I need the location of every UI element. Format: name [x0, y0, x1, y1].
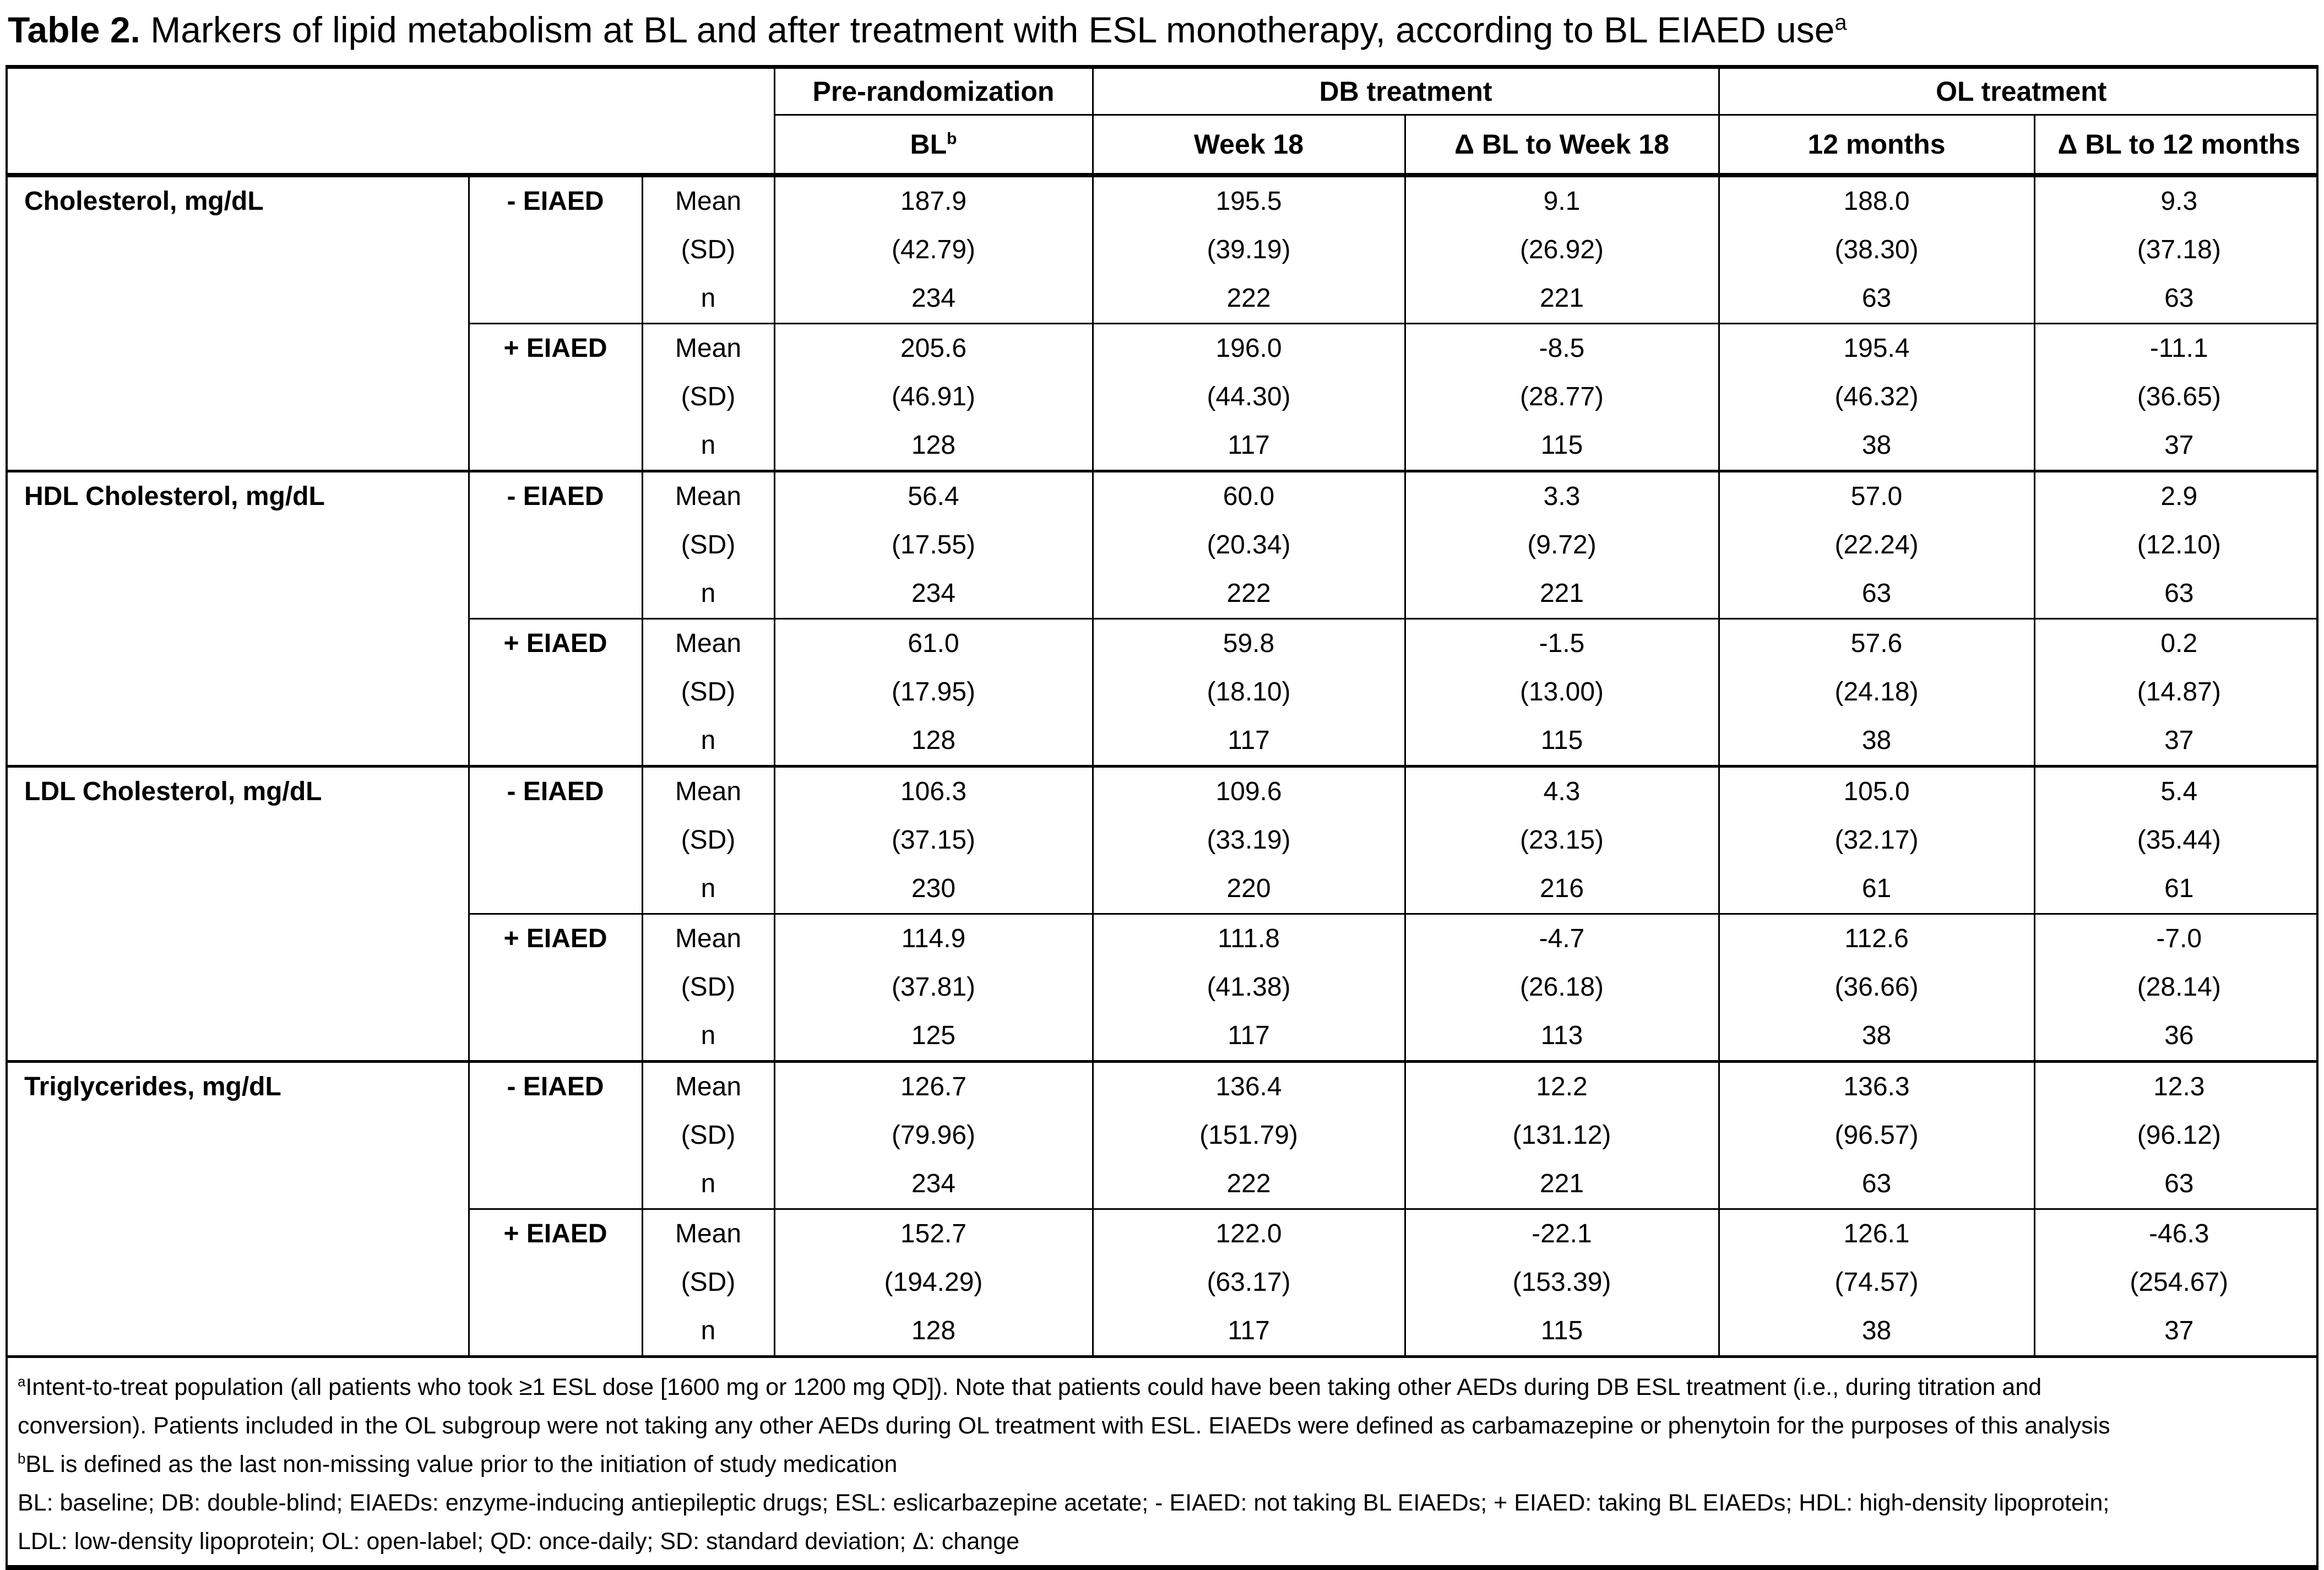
n-value: 117	[1228, 431, 1270, 460]
mean-value: 111.8	[1218, 924, 1280, 953]
stat-labels-cell	[642, 767, 774, 914]
stat-labels-cell	[642, 175, 774, 324]
table-row	[8, 175, 2318, 324]
n-value: 38	[1861, 1021, 1892, 1050]
sd-value: (46.32)	[1834, 382, 1919, 411]
group-label-cell: - EIAED	[469, 471, 642, 619]
value-cell	[1093, 1062, 1405, 1209]
value-cell	[1093, 1209, 1405, 1356]
value-cell	[1719, 1209, 2034, 1356]
stat-n-label: n	[701, 1169, 716, 1198]
title-footnote-marker: a	[1834, 10, 1847, 35]
n-value: 234	[911, 579, 956, 608]
mean-value: 61.0	[908, 629, 959, 658]
sd-value: (131.12)	[1512, 1121, 1611, 1150]
header-12-months: 12 months	[1719, 115, 2034, 176]
value-cell	[1093, 619, 1405, 767]
stat-mean-label: Mean	[675, 187, 742, 216]
mean-value: 114.9	[901, 924, 966, 953]
n-value: 38	[1861, 431, 1892, 460]
n-value: 38	[1861, 1316, 1892, 1345]
stat-labels-cell	[642, 1209, 774, 1356]
stat-n-label: n	[701, 579, 716, 608]
sd-value: (23.15)	[1519, 825, 1604, 855]
value-cell	[2034, 914, 2318, 1062]
n-value: 234	[911, 284, 956, 313]
stat-mean-label: Mean	[675, 629, 742, 658]
sd-value: (20.34)	[1207, 530, 1291, 559]
n-value: 37	[2164, 1316, 2194, 1345]
mean-value: 3.3	[1543, 482, 1581, 511]
n-value: 63	[2164, 579, 2194, 608]
value-cell	[774, 914, 1093, 1062]
value-cell	[774, 619, 1093, 767]
sd-value: (36.66)	[1834, 973, 1919, 1002]
mean-value: 195.5	[1215, 187, 1282, 216]
sd-value: (35.44)	[2137, 825, 2221, 855]
mean-value: 56.4	[908, 482, 959, 511]
value-cell	[1405, 175, 1719, 324]
sd-value: (44.30)	[1207, 382, 1291, 411]
parameter-label: Triglycerides, mg/dL	[8, 1062, 469, 1356]
value-cell	[2034, 619, 2318, 767]
sd-value: (12.10)	[2137, 530, 2221, 559]
mean-value: 5.4	[2160, 777, 2198, 806]
mean-value: -7.0	[2156, 924, 2202, 953]
stat-mean-label: Mean	[675, 334, 742, 363]
parameter-label: LDL Cholesterol, mg/dL	[8, 767, 469, 1062]
stat-sd-label: (SD)	[681, 382, 736, 411]
value-cell	[2034, 175, 2318, 324]
sd-value: (14.87)	[2137, 677, 2221, 707]
sd-value: (41.38)	[1207, 973, 1291, 1002]
sd-value: (153.39)	[1512, 1268, 1611, 1297]
mean-value: 187.9	[900, 187, 967, 216]
sd-value: (28.77)	[1519, 382, 1604, 411]
header-corner-cell	[8, 69, 774, 175]
value-cell	[774, 175, 1093, 324]
value-cell	[1719, 767, 2034, 914]
n-value: 38	[1861, 726, 1892, 755]
n-value: 234	[911, 1169, 956, 1198]
value-cell	[774, 324, 1093, 471]
stat-n-label: n	[701, 874, 716, 903]
sd-value: (13.00)	[1519, 677, 1604, 707]
n-value: 222	[1226, 284, 1271, 313]
value-cell	[1719, 1062, 2034, 1209]
mean-value: 106.3	[900, 777, 967, 806]
header-delta-bl-12-months: Δ BL to 12 months	[2034, 115, 2318, 176]
group-label-cell: - EIAED	[469, 1062, 642, 1209]
mean-value: 57.0	[1850, 482, 1903, 511]
header-bl: $BL^b$	[774, 115, 1093, 176]
table-number: Table 2.	[8, 9, 140, 50]
group-label-cell: + EIAED	[469, 1209, 642, 1356]
sd-value: (28.14)	[2137, 973, 2221, 1002]
group-label-cell: - EIAED	[469, 767, 642, 914]
stat-sd-label: (SD)	[681, 973, 736, 1002]
stat-sd-label: (SD)	[681, 1121, 736, 1150]
value-cell	[774, 471, 1093, 619]
sd-value: (17.55)	[891, 530, 976, 559]
parameter-label: HDL Cholesterol, mg/dL	[8, 471, 469, 767]
stat-n-label: n	[701, 284, 716, 313]
n-value: 128	[911, 726, 956, 755]
group-label-cell: - EIAED	[469, 175, 642, 324]
value-cell	[2034, 1209, 2318, 1356]
sd-value: (37.81)	[891, 973, 976, 1002]
n-value: 221	[1539, 579, 1584, 608]
n-value: 128	[911, 1316, 956, 1345]
value-cell	[1093, 914, 1405, 1062]
mean-value: -1.5	[1539, 629, 1585, 658]
footnote-line: $^b$BL is defined as the last non-missing value prior to the initiation of study medication	[18, 1451, 898, 1477]
lipid-table	[8, 69, 2318, 1355]
footnotes	[8, 1355, 2316, 1565]
sd-value: (96.12)	[2137, 1121, 2221, 1150]
stat-n-label: n	[701, 1316, 716, 1345]
stat-labels-cell	[642, 619, 774, 767]
n-value: 216	[1539, 874, 1584, 903]
header-ol-treatment: OL treatment	[1719, 69, 2318, 115]
stat-mean-label: Mean	[675, 482, 742, 511]
sd-value: (74.57)	[1834, 1268, 1919, 1297]
table-title	[0, 0, 2324, 65]
value-cell	[1719, 175, 2034, 324]
bl-footnote-marker: b	[947, 129, 957, 148]
value-cell	[2034, 767, 2318, 914]
group-label-cell: + EIAED	[469, 619, 642, 767]
value-cell	[1405, 1209, 1719, 1356]
table-row	[8, 471, 2318, 619]
n-value: 36	[2164, 1021, 2194, 1050]
stat-n-label: n	[701, 1021, 716, 1050]
header-week18: Week 18	[1093, 115, 1405, 176]
mean-value: 195.4	[1843, 334, 1910, 363]
parameter-label: Cholesterol, mg/dL	[24, 187, 264, 216]
sd-value: (37.15)	[891, 825, 976, 855]
header-group-row	[8, 69, 2318, 115]
n-value: 115	[1540, 726, 1583, 755]
value-cell	[1719, 471, 2034, 619]
mean-value: 9.3	[2160, 187, 2198, 216]
stat-labels-cell	[642, 1062, 774, 1209]
mean-value: 126.7	[900, 1072, 967, 1101]
sd-value: (37.18)	[2137, 235, 2221, 264]
stat-mean-label: Mean	[675, 777, 742, 806]
value-cell	[774, 1062, 1093, 1209]
n-value: 222	[1226, 579, 1271, 608]
sd-value: (151.79)	[1199, 1121, 1298, 1150]
n-value: 115	[1540, 431, 1583, 460]
mean-value: 57.6	[1850, 629, 1903, 658]
n-value: 125	[911, 1021, 956, 1050]
sd-value: (39.19)	[1207, 235, 1291, 264]
sd-value: (42.79)	[891, 235, 976, 264]
sd-value: (194.29)	[884, 1268, 983, 1297]
value-cell	[2034, 324, 2318, 471]
sd-value: (46.91)	[891, 382, 976, 411]
stat-sd-label: (SD)	[681, 825, 736, 855]
value-cell	[1093, 324, 1405, 471]
value-cell	[774, 767, 1093, 914]
data-table	[6, 65, 2318, 1570]
n-value: 37	[2164, 726, 2194, 755]
mean-value: 196.0	[1215, 334, 1282, 363]
n-value: 113	[1540, 1021, 1583, 1050]
stat-mean-label: Mean	[675, 1219, 742, 1248]
n-value: 117	[1228, 1021, 1270, 1050]
mean-value: 2.9	[2160, 482, 2198, 511]
n-value: 230	[911, 874, 956, 903]
n-value: 117	[1228, 726, 1270, 755]
footnote-line: conversion). Patients included in the OL subgroup were not taking any other AEDs during OL treatment with ESL. EIAEDs were defined as carbamazepine or phenytoin for the purposes of this analysis	[18, 1413, 2110, 1439]
n-value: 63	[1861, 1169, 1892, 1198]
mean-value: 59.8	[1223, 629, 1275, 658]
mean-value: 60.0	[1223, 482, 1275, 511]
sd-value: (79.96)	[891, 1121, 976, 1150]
header-pre-randomization: Pre-randomization	[774, 69, 1093, 115]
mean-value: 112.6	[1844, 924, 1909, 953]
mean-value: 188.0	[1843, 187, 1910, 216]
footnote-marker: a	[18, 1374, 26, 1390]
n-value: 220	[1226, 874, 1271, 903]
stat-labels-cell	[642, 324, 774, 471]
n-value: 63	[1861, 579, 1892, 608]
mean-value: 105.0	[1843, 777, 1910, 806]
header-delta-bl-week18: Δ BL to Week 18	[1405, 115, 1719, 176]
value-cell	[1405, 324, 1719, 471]
sd-value: (17.95)	[891, 677, 976, 707]
sd-value: (36.65)	[2137, 382, 2221, 411]
n-value: 61	[1861, 874, 1892, 903]
value-cell	[774, 1209, 1093, 1356]
value-cell	[1093, 175, 1405, 324]
mean-value: 12.2	[1536, 1072, 1588, 1101]
footnote-line: LDL: low-density lipoprotein; OL: open-label; QD: once-daily; SD: standard deviation; Δ: change	[18, 1528, 1019, 1555]
value-cell	[1719, 914, 2034, 1062]
group-label-cell: + EIAED	[469, 914, 642, 1062]
n-value: 37	[2164, 431, 2194, 460]
value-cell	[2034, 1062, 2318, 1209]
mean-value: 136.4	[1215, 1072, 1282, 1101]
group-label-cell: + EIAED	[469, 324, 642, 471]
header-db-treatment: DB treatment	[1093, 69, 1719, 115]
stat-mean-label: Mean	[675, 1072, 742, 1101]
value-cell	[2034, 471, 2318, 619]
mean-value: -11.1	[2149, 334, 2208, 363]
value-cell	[1093, 471, 1405, 619]
n-value: 115	[1540, 1316, 1583, 1345]
mean-value: 136.3	[1843, 1072, 1910, 1101]
mean-value: 9.1	[1543, 187, 1581, 216]
sd-value: (22.24)	[1834, 530, 1919, 559]
sd-value: (38.30)	[1834, 235, 1919, 264]
n-value: 222	[1226, 1169, 1271, 1198]
sd-value: (18.10)	[1207, 677, 1291, 707]
n-value: 61	[2164, 874, 2194, 903]
sd-value: (32.17)	[1834, 825, 1919, 855]
stat-labels-cell	[642, 914, 774, 1062]
value-cell	[1719, 619, 2034, 767]
mean-value: 126.1	[1843, 1219, 1910, 1248]
stat-labels-cell	[642, 471, 774, 619]
sd-value: (26.18)	[1519, 973, 1604, 1002]
stat-n-label: n	[701, 726, 716, 755]
table-row	[8, 1062, 2318, 1209]
sd-value: (24.18)	[1834, 677, 1919, 707]
stat-mean-label: Mean	[675, 924, 742, 953]
table-caption: Markers of lipid metabolism at BL and after treatment with ESL monotherapy, according to BL EIAED use	[140, 9, 1835, 50]
sd-value: (254.67)	[2130, 1268, 2229, 1297]
stat-sd-label: (SD)	[681, 1268, 736, 1297]
table-row	[8, 767, 2318, 914]
sd-value: (63.17)	[1207, 1268, 1291, 1297]
value-cell	[1405, 767, 1719, 914]
footnote-line: BL: baseline; DB: double-blind; EIAEDs: enzyme-inducing antiepileptic drugs; ESL: eslicarbazepine acetate; - EIAED: not taking BL EIAEDs; + EIAED: taking BL EIAEDs; HDL: high-density lipoprotein;	[18, 1490, 2110, 1516]
mean-value: 152.7	[900, 1219, 967, 1248]
value-cell	[1405, 619, 1719, 767]
n-value: 63	[2164, 1169, 2194, 1198]
value-cell	[1405, 1062, 1719, 1209]
value-cell	[1405, 914, 1719, 1062]
mean-value: 109.6	[1215, 777, 1282, 806]
mean-value: -22.1	[1532, 1219, 1592, 1248]
n-value: 63	[1861, 284, 1892, 313]
mean-value: 205.6	[900, 334, 967, 363]
n-value: 128	[911, 431, 956, 460]
sd-value: (33.19)	[1207, 825, 1291, 855]
value-cell	[1093, 767, 1405, 914]
mean-value: -4.7	[1539, 924, 1585, 953]
mean-value: 122.0	[1215, 1219, 1282, 1248]
sd-value: (96.57)	[1834, 1121, 1919, 1150]
mean-value: 12.3	[2153, 1072, 2205, 1101]
stat-sd-label: (SD)	[681, 235, 736, 264]
stat-n-label: n	[701, 431, 716, 460]
n-value: 117	[1228, 1316, 1270, 1345]
stat-sd-label: (SD)	[681, 530, 736, 559]
n-value: 221	[1539, 284, 1584, 313]
sd-value: (9.72)	[1527, 530, 1597, 559]
mean-value: 0.2	[2160, 629, 2198, 658]
value-cell	[1719, 324, 2034, 471]
mean-value: -46.3	[2149, 1219, 2209, 1248]
footnote-marker: b	[18, 1451, 26, 1467]
stat-sd-label: (SD)	[681, 677, 736, 707]
footnote-line: $^a$Intent-to-treat population (all patients who took ≥1 ESL dose [1600 mg or 1200 mg QD]). Note that patients could have been taking other AEDs during DB ESL treatment (i.e., during titration and	[18, 1374, 2042, 1400]
n-value: 221	[1539, 1169, 1584, 1198]
mean-value: -8.5	[1539, 334, 1585, 363]
mean-value: 4.3	[1543, 777, 1581, 806]
value-cell	[1405, 471, 1719, 619]
n-value: 63	[2164, 284, 2194, 313]
sd-value: (26.92)	[1519, 235, 1604, 264]
